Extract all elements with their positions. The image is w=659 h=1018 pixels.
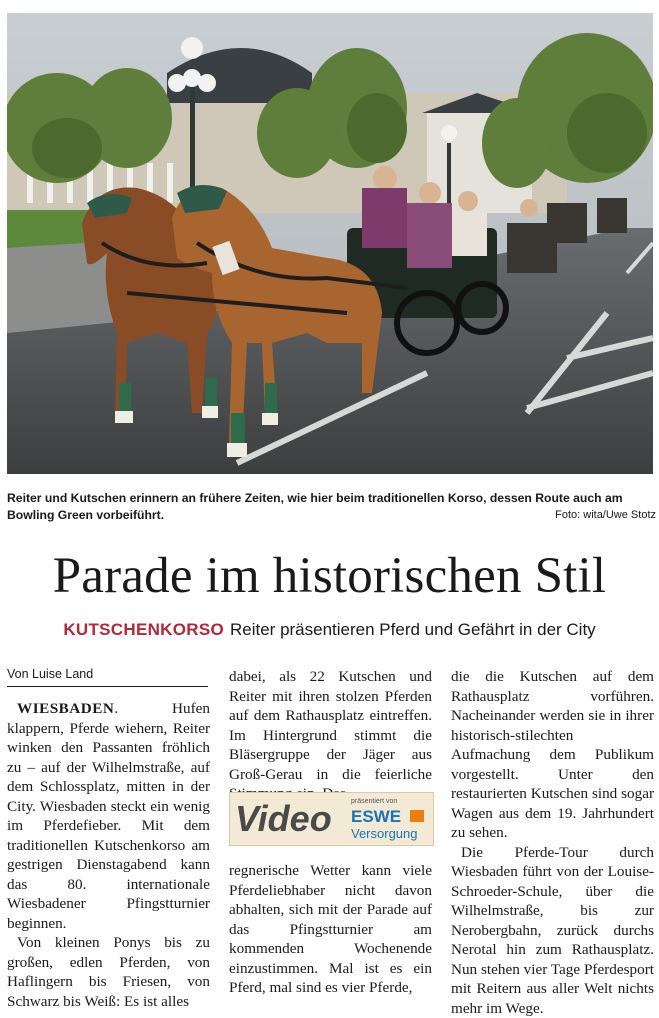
dateline: WIESBADEN xyxy=(17,700,114,717)
article-text: . Hufen klappern, Pferde wiehern, Reiter winken den Passanten fröhlich zu – auf der Wilhelmstraße, auf dem Schlossplatz, mitten in der City. Wiesbaden steckt ein wenig im Pferdefieber. Mit dem traditionellen Kutschenkorso am gestrigen Dienstagabend kann das 80. internationale Wiesbadener Pfingstturnier beginnen. xyxy=(7,700,210,932)
eswe-logo-icon xyxy=(410,810,424,822)
kicker-line xyxy=(0,618,659,642)
article-photo xyxy=(7,13,653,474)
article-column-2 xyxy=(229,667,432,804)
article-paragraph: Die Pferde-Tour durch Wiesbaden führt von der Louise-Schroeder-Schule, über die Wilhelmstraße, bis zur Nerobergbahn, zurück durchs Nerotal hin zum Rathausplatz. Nun stehen vier Tage Pferdesport mit Reitern aus aller Welt nichts mehr im Wege. xyxy=(451,843,654,1018)
photo-caption: Reiter und Kutschen erinnern an frühere Zeiten, wie hier beim traditionellen Korso, dessen Route auch am Bowling Green vorbeiführt. xyxy=(7,490,655,524)
sponsor-label: präsentiert von xyxy=(351,798,397,805)
article-column-1 xyxy=(7,699,210,1011)
article-column-2-continued xyxy=(229,861,432,998)
article-paragraph: dabei, als 22 Kutschen und Reiter mit ihren stolzen Pferden auf dem Rathausplatz eintreffen. Im Hintergrund stimmt die Bläsergruppe der Jäger aus Groß-Gerau in die feierliche xyxy=(229,667,432,804)
video-label: Video xyxy=(235,799,332,839)
video-ad-banner[interactable] xyxy=(229,792,434,846)
sponsor-brand: ESWE xyxy=(351,807,401,827)
byline: Von Luise Land xyxy=(7,667,208,687)
sponsor-brand-sub: Versorgung xyxy=(351,826,418,841)
parade-photo-illustration xyxy=(7,13,653,474)
article-paragraph xyxy=(7,699,210,933)
article-paragraph: Von kleinen Ponys bis zu großen, edlen Pferden, von Haflingern bis Friesen, von Schwarz bis Weiß: Es ist alles xyxy=(7,933,210,1011)
subheadline: Reiter präsentieren Pferd und Gefährt in der City xyxy=(230,620,596,639)
headline: Parade im historischen Stil xyxy=(0,543,659,609)
photo-credit: Foto: wita/Uwe Stotz xyxy=(555,509,656,521)
article-paragraph: regnerische Wetter kann viele Pferdeliebhaber nicht davon abhalten, sich mit der Parade auf das Pfingstturnier am kommenden Wochenende einzustimmen. Mal ist es ein Pferd, mal sind es vier Pferde, xyxy=(229,861,432,998)
article-column-3 xyxy=(451,667,654,1018)
article-paragraph: die die Kutschen auf dem Rathausplatz vorführen. Nacheinander werden sie in ihrer historisch-stilechten Aufmachung dem Publikum vorgestellt. Unter den restaurierten Kutschen sind sogar Wagen aus dem 19. Jahrhundert zu sehen. xyxy=(451,667,654,843)
kicker: KUTSCHENKORSO xyxy=(63,620,224,639)
